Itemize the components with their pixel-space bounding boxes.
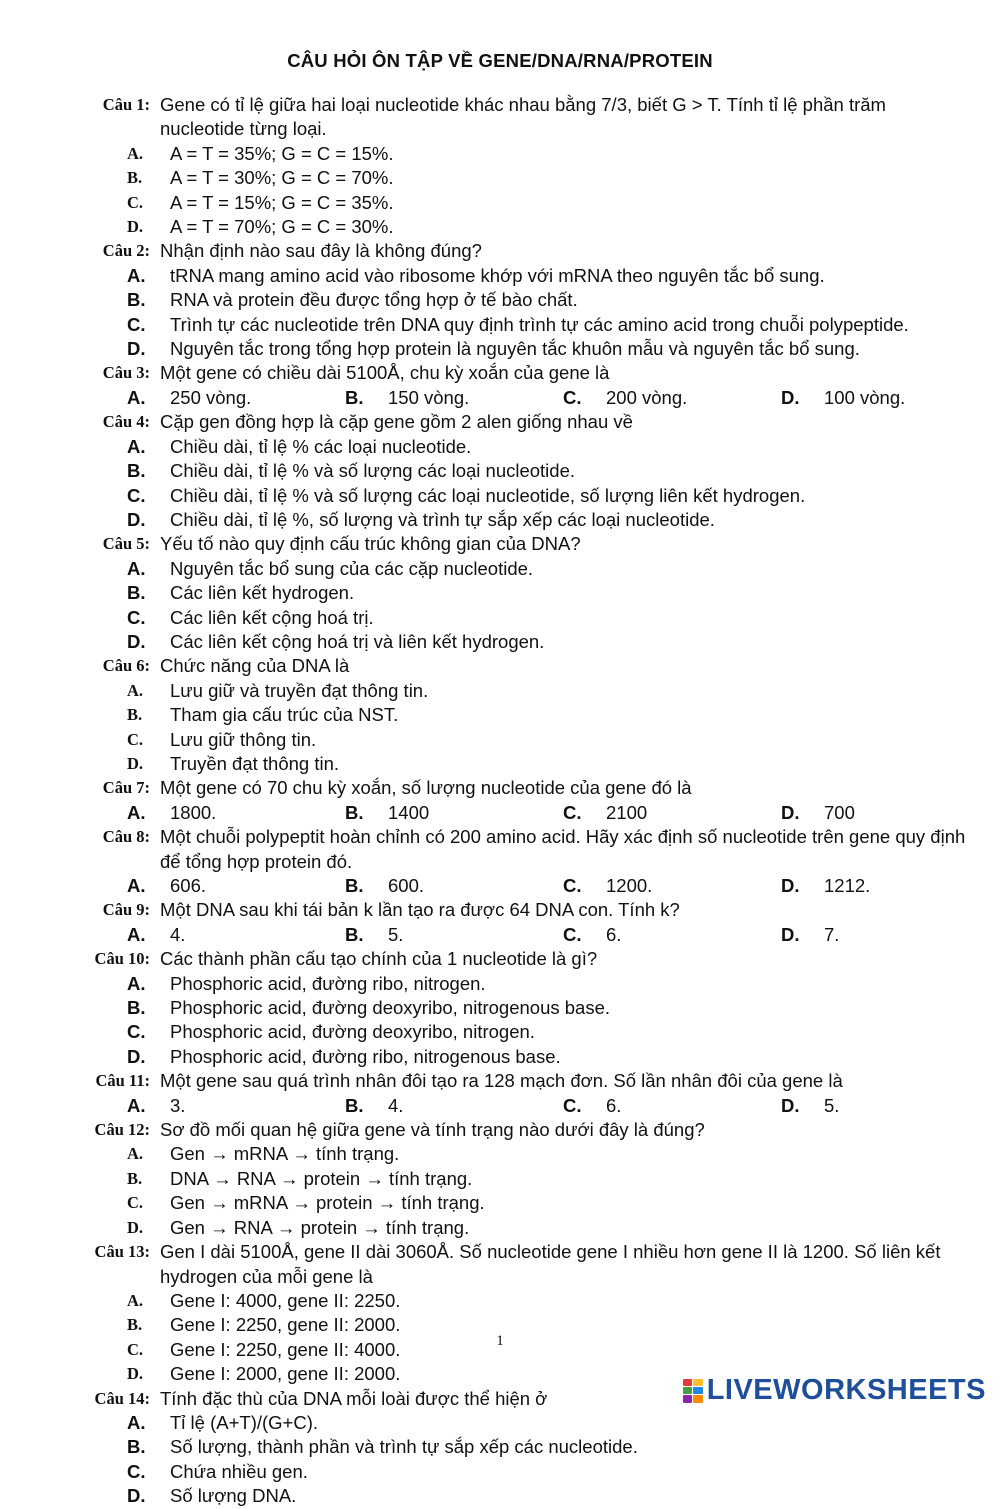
- logo-square: [683, 1395, 693, 1402]
- option-letter: D.: [127, 630, 146, 652]
- question-row: [0, 1118, 1000, 1142]
- option-letter: D.: [127, 338, 146, 360]
- answer-options: [0, 1094, 1000, 1118]
- option-letter: B.: [345, 875, 364, 896]
- logo-square: [683, 1379, 693, 1386]
- option-text: Nguyên tắc bổ sung của các cặp nucleotide.: [170, 557, 534, 579]
- answer-option-b[interactable]: [345, 801, 563, 825]
- option-letter: D.: [781, 386, 800, 408]
- answer-option-b[interactable]: [345, 1094, 563, 1118]
- question-text: Sơ đồ mối quan hệ giữa gene và tính trạng nào dưới đây là đúng?: [160, 1119, 705, 1141]
- question-row: [0, 1240, 1000, 1289]
- answer-option-c[interactable]: [563, 874, 781, 898]
- answer-options: [0, 679, 1000, 777]
- option-text: Lưu giữ thông tin.: [170, 728, 317, 750]
- question-text: Tính đặc thù của DNA mỗi loài được thể hiện ở: [160, 1387, 548, 1409]
- answer-option-a[interactable]: [127, 1411, 1000, 1435]
- question-row: [0, 776, 1000, 800]
- question-number: Câu 4:: [102, 412, 150, 432]
- option-text: Chứa nhiều gen.: [170, 1460, 308, 1482]
- option-text: Phosphoric acid, đường ribo, nitrogenous base.: [170, 1045, 561, 1067]
- logo-square: [683, 1387, 693, 1394]
- option-text: 1212.: [824, 875, 871, 896]
- question-text: Một gene có chiều dài 5100Å, chu kỳ xoắn của gene là: [160, 362, 610, 384]
- answer-option-b[interactable]: [345, 923, 563, 947]
- option-letter: A.: [127, 1290, 144, 1310]
- option-letter: B.: [127, 582, 146, 604]
- answer-option-c[interactable]: [127, 728, 565, 752]
- question-text: Một gene có 70 chu kỳ xoắn, số lượng nucleotide của gene đó là: [160, 777, 692, 799]
- option-text: Truyền đạt thông tin.: [170, 752, 340, 774]
- option-letter: C.: [127, 606, 146, 628]
- option-text: Nguyên tắc trong tổng hợp protein là nguyên tắc khuôn mẫu và nguyên tắc bổ sung.: [170, 338, 860, 360]
- question-row: [0, 1069, 1000, 1093]
- option-letter: C.: [127, 729, 144, 749]
- answer-option-d[interactable]: [127, 1362, 565, 1386]
- option-text: Tham gia cấu trúc của NST.: [170, 704, 399, 726]
- option-text: tRNA mang amino acid vào ribosome khớp với mRNA theo nguyên tắc bổ sung.: [170, 264, 825, 286]
- option-text: Phosphoric acid, đường deoxyribo, nitrogen.: [170, 1021, 535, 1043]
- answer-option-a[interactable]: [127, 557, 1000, 581]
- question-text: Một chuỗi polypeptit hoàn chỉnh có 200 amino acid. Hãy xác định số nucleotide trên gene quy định để tổng hợp protein đó.: [160, 826, 966, 872]
- option-letter: C.: [127, 1339, 144, 1359]
- question-row: [0, 825, 1000, 874]
- option-text: 3.: [170, 1094, 186, 1116]
- option-text: 2100: [606, 801, 648, 823]
- logo-square: [693, 1387, 703, 1394]
- option-text: 7.: [824, 923, 840, 945]
- option-letter: B.: [127, 997, 146, 1019]
- option-text: 1400: [388, 801, 430, 823]
- question-text: Gene có tỉ lệ giữa hai loại nucleotide khác nhau bằng 7/3, biết G > T. Tính tỉ lệ phần trăm nucleotide từng loại.: [160, 94, 886, 140]
- answer-option-a[interactable]: [127, 923, 345, 947]
- answer-option-b[interactable]: [127, 1435, 1000, 1459]
- option-letter: D.: [781, 875, 800, 896]
- question-text: Cặp gen đồng hợp là cặp gene gồm 2 alen giống nhau về: [160, 411, 633, 433]
- answer-option-c[interactable]: [563, 386, 781, 410]
- option-letter: B.: [127, 460, 146, 482]
- question-text: Yếu tố nào quy định cấu trúc không gian của DNA?: [160, 533, 581, 555]
- brand-name: LIVEWORKSHEETS: [706, 1374, 986, 1406]
- option-letter: A.: [127, 972, 146, 994]
- option-letter: A.: [127, 801, 146, 823]
- option-letter: C.: [127, 1193, 144, 1213]
- answer-option-b[interactable]: [127, 581, 1000, 605]
- answer-option-a[interactable]: [127, 264, 1000, 288]
- option-text: Chiều dài, tỉ lệ %, số lượng và trình tự sắp xếp các loại nucleotide.: [170, 508, 715, 530]
- answer-option-c[interactable]: [563, 923, 781, 947]
- option-text: A = T = 70%; G = C = 30%.: [170, 216, 394, 238]
- option-letter: A.: [127, 264, 146, 286]
- option-text: A = T = 35%; G = C = 15%.: [170, 142, 394, 164]
- option-letter: C.: [563, 923, 582, 945]
- answer-option-d[interactable]: [127, 1045, 1000, 1069]
- question-text: Một DNA sau khi tái bản k lần tạo ra được 64 DNA con. Tính k?: [160, 899, 680, 921]
- option-letter: B.: [345, 923, 364, 945]
- answer-option-a[interactable]: [127, 1289, 565, 1313]
- question-3: [0, 361, 1000, 410]
- option-text: Chiều dài, tỉ lệ % các loại nucleotide.: [170, 435, 472, 457]
- option-letter: D.: [127, 1217, 144, 1237]
- question-1: [0, 93, 1000, 239]
- answer-options: [0, 142, 1000, 240]
- option-letter: D.: [781, 801, 800, 823]
- option-text: 606.: [170, 875, 207, 896]
- question-number: Câu 8:: [102, 827, 150, 847]
- question-row: [0, 898, 1000, 922]
- option-text: 4.: [388, 1094, 404, 1116]
- answer-option-d[interactable]: [127, 508, 1000, 532]
- option-text: Chiều dài, tỉ lệ % và số lượng các loại nucleotide.: [170, 460, 576, 482]
- question-text: Các thành phần cấu tạo chính của 1 nucleotide là gì?: [160, 948, 598, 970]
- option-letter: A.: [127, 557, 146, 579]
- question-number: Câu 12:: [94, 1120, 150, 1140]
- option-text: A = T = 30%; G = C = 70%.: [170, 167, 394, 189]
- answer-option-a[interactable]: [127, 142, 565, 166]
- question-text: Một gene sau quá trình nhân đôi tạo ra 128 mạch đơn. Số lần nhân đôi của gene là: [160, 1070, 843, 1092]
- option-text: 4.: [170, 923, 186, 945]
- question-11: [0, 1069, 1000, 1118]
- option-letter: C.: [127, 192, 144, 212]
- answer-options: [0, 557, 1000, 655]
- option-text: Gen → mRNA → tính trạng.: [170, 1143, 400, 1165]
- question-13: [0, 1240, 1000, 1386]
- option-text: Gene I: 4000, gene II: 2250.: [170, 1289, 401, 1311]
- answer-option-d[interactable]: [127, 630, 1000, 654]
- option-text: Phosphoric acid, đường ribo, nitrogen.: [170, 972, 486, 994]
- answer-option-b[interactable]: [345, 874, 563, 898]
- answer-option-d[interactable]: [127, 752, 565, 776]
- option-text: 6.: [606, 1094, 622, 1116]
- question-row: [0, 410, 1000, 434]
- option-letter: A.: [127, 680, 144, 700]
- question-row: [0, 532, 1000, 556]
- option-text: Gene I: 2250, gene II: 2000.: [170, 1314, 401, 1336]
- question-2: [0, 239, 1000, 361]
- answer-option-a[interactable]: [127, 1094, 345, 1118]
- option-text: DNA → RNA → protein → tính trạng.: [170, 1167, 473, 1189]
- question-row: [0, 361, 1000, 385]
- question-8: [0, 825, 1000, 898]
- option-letter: D.: [781, 923, 800, 945]
- option-letter: A.: [127, 143, 144, 163]
- answer-option-d[interactable]: [127, 1216, 565, 1240]
- question-row: [0, 239, 1000, 263]
- option-letter: A.: [127, 1094, 146, 1116]
- question-4: [0, 410, 1000, 532]
- answer-option-b[interactable]: [127, 996, 1000, 1020]
- option-letter: D.: [127, 1364, 144, 1384]
- option-text: Số lượng DNA.: [170, 1485, 297, 1507]
- answer-option-c[interactable]: [127, 1020, 1000, 1044]
- answer-option-d[interactable]: [127, 1484, 1000, 1508]
- option-letter: C.: [563, 1094, 582, 1116]
- option-letter: B.: [345, 386, 364, 408]
- option-letter: B.: [127, 1168, 143, 1188]
- option-text: Gene I: 2000, gene II: 2000.: [170, 1363, 401, 1385]
- answer-options: [0, 972, 1000, 1070]
- question-number: Câu 1:: [102, 95, 150, 114]
- answer-options: [0, 264, 1000, 362]
- option-text: Các liên kết hydrogen.: [170, 582, 355, 604]
- answer-option-a[interactable]: [127, 972, 1000, 996]
- option-letter: C.: [563, 801, 582, 823]
- question-5: [0, 532, 1000, 654]
- question-number: Câu 10:: [94, 949, 150, 969]
- option-letter: B.: [127, 289, 146, 311]
- answer-option-a[interactable]: [127, 435, 1000, 459]
- option-text: 600.: [388, 875, 425, 896]
- question-text: Nhận định nào sau đây là không đúng?: [160, 240, 482, 262]
- option-text: Gene I: 2250, gene II: 4000.: [170, 1338, 401, 1360]
- answer-option-b[interactable]: [127, 459, 1000, 483]
- option-letter: B.: [345, 1094, 364, 1116]
- option-text: Gen → RNA → protein → tính trạng.: [170, 1216, 470, 1238]
- answer-option-c[interactable]: [127, 606, 1000, 630]
- answer-option-b[interactable]: [127, 703, 565, 727]
- option-text: RNA và protein đều được tổng hợp ở tế bào chất.: [170, 289, 578, 311]
- answer-options: [0, 801, 1000, 825]
- option-text: 250 vòng.: [170, 386, 252, 408]
- question-text: Chức năng của DNA là: [160, 655, 350, 677]
- option-text: 150 vòng.: [388, 386, 470, 408]
- answer-option-d[interactable]: [781, 923, 999, 947]
- answer-option-a[interactable]: [127, 1142, 565, 1166]
- answer-option-a[interactable]: [127, 801, 345, 825]
- question-list: [0, 93, 1000, 1509]
- option-letter: A.: [127, 386, 146, 408]
- option-letter: B.: [127, 168, 143, 188]
- option-letter: A.: [127, 923, 146, 945]
- answer-option-d[interactable]: [127, 337, 1000, 361]
- option-text: 5.: [824, 1094, 840, 1116]
- answer-option-c[interactable]: [127, 1460, 1000, 1484]
- question-number: Câu 9:: [102, 900, 150, 920]
- option-letter: D.: [127, 1485, 146, 1507]
- answer-option-d[interactable]: [781, 801, 999, 825]
- option-text: 200 vòng.: [606, 386, 688, 408]
- question-number: Câu 7:: [102, 778, 150, 798]
- logo-square: [693, 1379, 703, 1386]
- question-7: [0, 776, 1000, 825]
- option-text: Các liên kết cộng hoá trị.: [170, 606, 374, 628]
- question-number: Câu 13:: [94, 1242, 150, 1262]
- answer-options: [0, 923, 1000, 947]
- option-letter: C.: [127, 313, 146, 335]
- answer-option-b[interactable]: [127, 166, 565, 190]
- option-letter: A.: [127, 1411, 146, 1433]
- question-number: Câu 11:: [95, 1071, 150, 1091]
- option-text: 700: [824, 801, 855, 823]
- option-letter: D.: [127, 1045, 146, 1067]
- answer-option-b[interactable]: [127, 1167, 565, 1191]
- option-letter: C.: [563, 386, 582, 408]
- option-text: Chiều dài, tỉ lệ % và số lượng các loại nucleotide, số lượng liên kết hydrogen.: [170, 484, 806, 506]
- option-letter: C.: [127, 1021, 146, 1043]
- option-letter: D.: [127, 217, 144, 237]
- answer-option-c[interactable]: [563, 801, 781, 825]
- option-letter: B.: [345, 801, 364, 823]
- option-letter: D.: [127, 508, 146, 530]
- option-letter: A.: [127, 435, 146, 457]
- answer-option-d[interactable]: [781, 1094, 999, 1118]
- answer-options: [0, 874, 1000, 898]
- answer-option-a[interactable]: [127, 386, 345, 410]
- question-9: [0, 898, 1000, 947]
- option-text: Các liên kết cộng hoá trị và liên kết hydrogen.: [170, 630, 545, 652]
- option-letter: B.: [127, 705, 143, 725]
- answer-option-b[interactable]: [345, 386, 563, 410]
- answer-option-a[interactable]: [127, 874, 345, 898]
- logo-square: [693, 1395, 703, 1402]
- option-text: A = T = 15%; G = C = 35%.: [170, 191, 394, 213]
- answer-options: [0, 1411, 1000, 1509]
- option-letter: D.: [781, 1094, 800, 1116]
- question-10: [0, 947, 1000, 1069]
- answer-options: [0, 386, 1000, 410]
- page-number: 1: [496, 1333, 504, 1349]
- option-letter: A.: [127, 1144, 144, 1164]
- option-text: 5.: [388, 923, 404, 945]
- question-6: [0, 654, 1000, 776]
- option-text: Trình tự các nucleotide trên DNA quy định trình tự các amino acid trong chuỗi polypeptide.: [170, 313, 909, 335]
- option-text: Gen → mRNA → protein → tính trạng.: [170, 1192, 485, 1214]
- answer-option-d[interactable]: [781, 874, 999, 898]
- option-text: 6.: [606, 923, 622, 945]
- page-title: CÂU HỎI ÔN TẬP VỀ GENE/DNA/RNA/PROTEIN: [287, 50, 713, 71]
- option-letter: C.: [127, 1460, 146, 1482]
- option-text: Tỉ lệ (A+T)/(G+C).: [170, 1411, 319, 1433]
- question-number: Câu 3:: [102, 363, 150, 383]
- question-row: [0, 93, 1000, 142]
- answer-option-c[interactable]: [127, 484, 1000, 508]
- question-row: [0, 654, 1000, 678]
- question-row: [0, 947, 1000, 971]
- option-letter: B.: [127, 1436, 146, 1458]
- option-text: Lưu giữ và truyền đạt thông tin.: [170, 679, 429, 701]
- answer-option-d[interactable]: [781, 386, 999, 410]
- option-text: 1800.: [170, 801, 217, 823]
- option-text: 1200.: [606, 875, 653, 896]
- answer-options: [0, 1142, 1000, 1240]
- answer-option-b[interactable]: [127, 288, 1000, 312]
- answer-option-c[interactable]: [127, 313, 1000, 337]
- answer-options: [0, 435, 1000, 533]
- question-number: Câu 2:: [102, 241, 150, 261]
- answer-option-a[interactable]: [127, 679, 565, 703]
- answer-option-c[interactable]: [127, 191, 565, 215]
- brand-footer[interactable]: [683, 1374, 986, 1407]
- option-letter: C.: [127, 484, 146, 506]
- question-number: Câu 14:: [94, 1388, 150, 1408]
- question-text: Gen I dài 5100Å, gene II dài 3060Å. Số nucleotide gene I nhiều hơn gene II là 1200. Số liên kết hydrogen của mỗi gene là: [160, 1241, 941, 1287]
- option-text: Phosphoric acid, đường deoxyribo, nitrogenous base.: [170, 997, 611, 1019]
- liveworksheets-logo-icon: [683, 1379, 703, 1403]
- question-12: [0, 1118, 1000, 1240]
- option-text: Số lượng, thành phần và trình tự sắp xếp các nucleotide.: [170, 1436, 638, 1458]
- option-letter: C.: [563, 875, 582, 896]
- answer-option-c[interactable]: [127, 1191, 565, 1215]
- option-letter: D.: [127, 753, 144, 773]
- option-letter: B.: [127, 1315, 143, 1335]
- answer-option-d[interactable]: [127, 215, 565, 239]
- option-letter: A.: [127, 875, 146, 896]
- question-number: Câu 6:: [102, 656, 150, 676]
- question-number: Câu 5:: [102, 534, 150, 554]
- answer-option-c[interactable]: [563, 1094, 781, 1118]
- option-text: 100 vòng.: [824, 386, 906, 408]
